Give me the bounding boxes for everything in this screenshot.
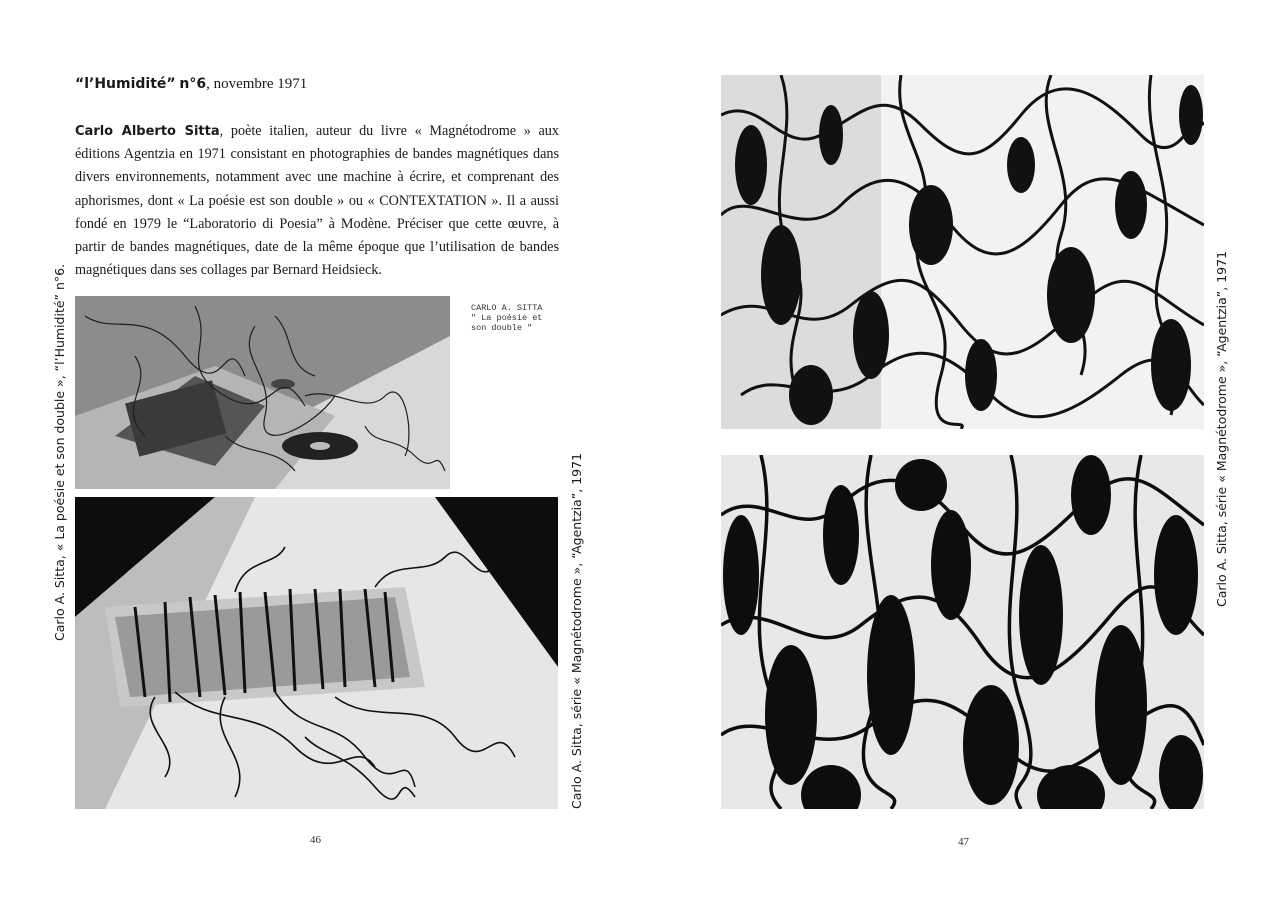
photo-tape-object — [75, 497, 558, 809]
article-heading — [75, 76, 307, 93]
heading-date: , novembre 1971 — [206, 76, 308, 92]
photo-tape-shadows-bottom-image — [721, 455, 1204, 809]
typed-label-line1: CARLO A. SITTA — [471, 303, 543, 313]
caption-vertical-right-page: Carlo A. Sitta, série « Magnétodrome », “Agentzia”, 1971 — [1214, 250, 1229, 607]
typed-label-line2: " La poésie et — [471, 313, 543, 323]
photo-tape-shadows-top — [721, 75, 1204, 429]
caption-vertical-photo-1: Carlo A. Sitta, « La poésie et son double », “l’Humidité” n°6. — [52, 263, 67, 641]
heading-issue: n°6 — [179, 76, 207, 92]
paragraph-lead: Carlo Alberto Sitta — [75, 124, 220, 139]
paragraph-text: , poète italien, auteur du livre « Magnétodrome » aux éditions Agentzia en 1971 consistant en photographies de bandes magnétiques dans divers environnements, notamment avec une machine à écrire, et comprenant des aphorismes, dont « La poésie est son double » ou « CONTEXTATION ». Il a aussi fondé en 1979 le “Laboratorio di Poesia” à Modène. Préciser que cette œuvre, à partir de bandes magnétiques, date de la même époque que l’utilisation de bandes magnétiques dans ses collages par Bernard Heidsieck. — [75, 123, 559, 279]
page-number: 47 — [958, 836, 969, 848]
typed-label — [471, 303, 542, 333]
typed-label-line3: son double " — [471, 323, 533, 333]
right-page — [639, 0, 1278, 904]
body-paragraph — [75, 120, 559, 282]
photo-tape-shadows-bottom — [721, 455, 1204, 809]
photo-tape-shadows-top-image — [721, 75, 1204, 429]
heading-title: “l’Humidité” — [75, 76, 176, 92]
photo-tape-object-image — [75, 497, 558, 809]
page-number: 46 — [310, 834, 321, 846]
caption-vertical-photo-2: Carlo A. Sitta, série « Magnétodrome », “Agentzia”, 1971 — [569, 452, 584, 809]
